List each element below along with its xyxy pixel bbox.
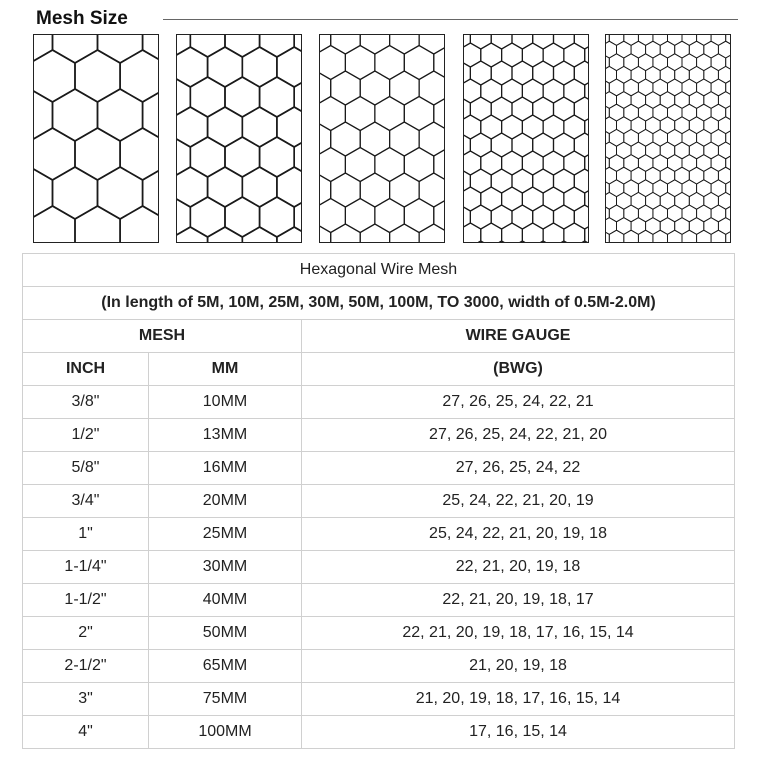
hexagon-cell	[277, 227, 302, 243]
hexagon-cell	[606, 35, 609, 45]
hexagon-cell	[606, 117, 617, 134]
hexagon-cell	[390, 173, 420, 207]
bwg-cell: 27, 26, 25, 24, 22, 21, 20	[302, 419, 735, 452]
table-subheader-row	[23, 353, 735, 386]
hexagon-cell	[177, 167, 208, 207]
table-title-row	[23, 254, 735, 287]
hexagon-cell	[277, 167, 302, 207]
hexagon-cell	[242, 47, 277, 87]
mm-cell: 16MM	[149, 452, 302, 485]
hexagon-cell	[360, 173, 389, 207]
table-row	[23, 485, 735, 518]
mesh-swatch-medium	[319, 34, 445, 243]
hexagon-cell	[491, 35, 512, 49]
hexagon-cell	[606, 167, 617, 184]
hexagon-cell	[606, 41, 617, 58]
hexagon-cell	[464, 151, 481, 175]
table-row	[23, 584, 735, 617]
hexagon-cell	[390, 35, 420, 54]
hexagon-cell	[711, 35, 726, 45]
hexagon-cell	[331, 224, 361, 243]
hexagon-cell	[606, 92, 617, 109]
hexagon-cell	[464, 187, 481, 211]
hexagon-cell	[208, 167, 243, 207]
hexagon-cell	[242, 167, 277, 207]
hexagon-cell	[533, 241, 554, 243]
table-row	[23, 386, 735, 419]
hexagon-cell	[464, 241, 470, 243]
hexagon-cell	[53, 35, 98, 63]
bwg-cell: 27, 26, 25, 24, 22, 21	[302, 386, 735, 419]
hexagon-cell	[574, 97, 589, 121]
hexagon-cell	[606, 192, 617, 209]
bwg-cell: 21, 20, 19, 18, 17, 16, 15, 14	[302, 683, 735, 716]
inch-cell: 3"	[23, 683, 149, 716]
hexagon-cell	[404, 148, 434, 182]
hexagon-cell	[190, 197, 225, 237]
hexagon-cell	[718, 167, 731, 184]
hexagon-cell	[345, 46, 375, 80]
hexagon-cell	[225, 35, 260, 57]
hexagon-cell	[331, 71, 361, 105]
hexagon-cell	[120, 50, 159, 102]
inch-cell: 1-1/4"	[23, 551, 149, 584]
hexagon-cell	[360, 71, 389, 105]
hexagon-cell	[225, 137, 260, 177]
hexagon-cell	[668, 35, 683, 45]
table-group-header-row	[23, 320, 735, 353]
hexagon-cell	[718, 192, 731, 209]
section-title: Mesh Size	[36, 8, 128, 29]
hexagon-cell	[653, 230, 668, 243]
hexagon-cell	[609, 35, 624, 45]
hexagon-cell	[585, 223, 589, 243]
hexagon-cell	[697, 35, 712, 45]
hexagon-cell	[390, 224, 420, 243]
hexagon-cell	[726, 230, 731, 243]
mesh-swatch-extra-small	[605, 34, 731, 243]
bwg-cell: 25, 24, 22, 21, 20, 19	[302, 485, 735, 518]
hexagon-cell	[543, 223, 564, 243]
hexagon-cell	[419, 71, 445, 105]
hexagon-cell	[491, 241, 512, 243]
mm-cell: 30MM	[149, 551, 302, 584]
bwg-cell: 22, 21, 20, 19, 18, 17, 16, 15, 14	[302, 617, 735, 650]
hexagon-cell	[277, 107, 302, 147]
hexagon-cell	[331, 173, 361, 207]
hexagon-cell	[404, 199, 434, 233]
hexagon-cell	[294, 35, 302, 57]
hexagon-cell	[419, 122, 445, 156]
hexagon-cell	[320, 199, 345, 233]
hexagon-cell	[375, 199, 404, 233]
table-row	[23, 716, 735, 749]
hexagon-cell	[585, 43, 589, 67]
hexagon-cell	[225, 77, 260, 117]
hexagon-cell	[585, 115, 589, 139]
hexagon-cell	[638, 35, 653, 45]
hexagon-cell	[464, 115, 481, 139]
hexagon-cell	[75, 206, 120, 243]
hexagon-cell	[574, 205, 589, 229]
hexagon-cell	[512, 35, 533, 49]
inch-cell: 3/4"	[23, 485, 149, 518]
table-subtitle: (In length of 5M, 10M, 25M, 30M, 50M, 100M, TO 3000, width of 0.5M-2.0M)	[23, 287, 735, 320]
hexagon-cell	[718, 41, 731, 58]
hexagon-cell	[34, 206, 75, 243]
table-row	[23, 617, 735, 650]
hexagon-cell	[574, 61, 589, 85]
hexagon-cell	[320, 46, 345, 80]
table-row	[23, 551, 735, 584]
mm-cell: 65MM	[149, 650, 302, 683]
hexagon-cell	[574, 241, 589, 243]
hexagon-cell	[320, 224, 331, 243]
hexagon-cell	[345, 97, 375, 131]
hexagon-cell	[98, 89, 143, 141]
mm-cell: 50MM	[149, 617, 302, 650]
hexagon-cell	[522, 223, 543, 243]
hexagon-cell	[404, 97, 434, 131]
hexagon-cell	[390, 71, 420, 105]
hexagon-cell	[419, 35, 445, 54]
hexagon-cell	[320, 97, 345, 131]
hexagon-cell	[564, 223, 585, 243]
hexagon-cell	[190, 77, 225, 117]
hexagon-cell	[585, 187, 589, 211]
hexagon-cell	[225, 197, 260, 237]
hexagon-cell	[464, 223, 481, 243]
bwg-cell: 21, 20, 19, 18	[302, 650, 735, 683]
hexagon-cell	[464, 43, 481, 67]
hexagon-cell	[345, 148, 375, 182]
hexagon-cell	[585, 151, 589, 175]
inch-header: INCH	[23, 353, 149, 386]
hexagon-cell	[682, 230, 697, 243]
hexagon-cell	[404, 46, 434, 80]
hexagon-cell	[606, 230, 609, 243]
inch-cell: 2"	[23, 617, 149, 650]
bwg-header: (BWG)	[302, 353, 735, 386]
wire-gauge-header: WIRE GAUGE	[302, 320, 735, 353]
hexagon-cell	[470, 35, 491, 49]
hexagon-cell	[464, 79, 481, 103]
hexagon-cell	[260, 77, 295, 117]
hexagon-cell	[98, 167, 143, 219]
hexagon-cell	[260, 197, 295, 237]
hexagon-cell	[726, 35, 731, 45]
table-subtitle-row	[23, 287, 735, 320]
table-title: Hexagonal Wire Mesh	[23, 254, 735, 287]
mm-cell: 75MM	[149, 683, 302, 716]
hexagon-cell	[711, 230, 726, 243]
hexagon-cell	[177, 227, 208, 243]
hexagon-cell	[75, 50, 120, 102]
hexagon-cell	[345, 199, 375, 233]
hexagon-cell	[190, 35, 225, 57]
mesh-swatch-large	[33, 34, 159, 243]
hexagon-cell	[718, 117, 731, 134]
hexagon-cell	[390, 122, 420, 156]
mesh-swatch-small	[463, 34, 589, 243]
mm-cell: 10MM	[149, 386, 302, 419]
hexagon-cell	[718, 66, 731, 83]
mm-header: MM	[149, 353, 302, 386]
mm-cell: 40MM	[149, 584, 302, 617]
hexagon-cell	[242, 227, 277, 243]
mesh-size-header	[36, 6, 738, 34]
hexagon-cell	[606, 218, 617, 235]
hexagon-cell	[375, 148, 404, 182]
mm-cell: 25MM	[149, 518, 302, 551]
hexagon-cell	[718, 92, 731, 109]
hexagon-cell	[331, 122, 361, 156]
hexagon-cell	[98, 35, 143, 63]
mesh-swatch-medium-large	[176, 34, 302, 243]
hexagon-cell	[585, 79, 589, 103]
hexagon-cell	[668, 230, 683, 243]
mesh-spec-table	[22, 253, 735, 749]
table-row	[23, 452, 735, 485]
mm-cell: 13MM	[149, 419, 302, 452]
hexagon-cell	[120, 206, 159, 243]
hexagon-cell	[360, 35, 389, 54]
bwg-cell: 25, 24, 22, 21, 20, 19, 18	[302, 518, 735, 551]
hexagon-cell	[464, 35, 470, 49]
hexagon-cell	[512, 241, 533, 243]
hexagon-cell	[481, 223, 502, 243]
hexagon-cell	[606, 142, 617, 159]
mesh-swatch-row	[33, 34, 735, 245]
hexagon-cell	[208, 47, 243, 87]
hexagon-cell	[653, 35, 668, 45]
hexagon-cell	[242, 107, 277, 147]
bwg-cell: 27, 26, 25, 24, 22	[302, 452, 735, 485]
table-row	[23, 650, 735, 683]
inch-cell: 5/8"	[23, 452, 149, 485]
hexagon-cell	[718, 218, 731, 235]
hexagon-cell	[682, 35, 697, 45]
hexagon-cell	[718, 142, 731, 159]
inch-cell: 3/8"	[23, 386, 149, 419]
hexagon-cell	[638, 230, 653, 243]
inch-cell: 2-1/2"	[23, 650, 149, 683]
hexagon-cell	[697, 230, 712, 243]
hexagon-cell	[624, 35, 639, 45]
hexagon-cell	[606, 66, 617, 83]
header-divider	[163, 19, 738, 20]
hexagon-cell	[53, 89, 98, 141]
hexagon-cell	[260, 137, 295, 177]
table-row	[23, 683, 735, 716]
hexagon-cell	[208, 107, 243, 147]
hexagon-cell	[419, 224, 445, 243]
hexagon-cell	[375, 97, 404, 131]
hexagon-cell	[177, 47, 208, 87]
table-row	[23, 518, 735, 551]
hexagon-cell	[177, 107, 208, 147]
hexagon-cell	[120, 128, 159, 180]
hexagon-cell	[75, 128, 120, 180]
bwg-cell: 17, 16, 15, 14	[302, 716, 735, 749]
mesh-header: MESH	[23, 320, 302, 353]
inch-cell: 1"	[23, 518, 149, 551]
inch-cell: 1-1/2"	[23, 584, 149, 617]
hexagon-cell	[609, 230, 624, 243]
hexagon-cell	[574, 133, 589, 157]
hexagon-cell	[53, 167, 98, 219]
inch-cell: 4"	[23, 716, 149, 749]
inch-cell: 1/2"	[23, 419, 149, 452]
bwg-cell: 22, 21, 20, 19, 18, 17	[302, 584, 735, 617]
hexagon-cell	[190, 137, 225, 177]
hexagon-cell	[533, 35, 554, 49]
mm-cell: 100MM	[149, 716, 302, 749]
hexagon-cell	[360, 224, 389, 243]
hexagon-cell	[574, 169, 589, 193]
hexagon-cell	[624, 230, 639, 243]
hexagon-cell	[360, 122, 389, 156]
hexagon-cell	[320, 148, 345, 182]
hexagon-cell	[331, 35, 361, 54]
hexagon-cell	[470, 241, 491, 243]
table-row	[23, 419, 735, 452]
mm-cell: 20MM	[149, 485, 302, 518]
hexagon-cell	[375, 46, 404, 80]
hexagon-cell	[554, 35, 575, 49]
hexagon-cell	[208, 227, 243, 243]
hexagon-cell	[502, 223, 523, 243]
bwg-cell: 22, 21, 20, 19, 18	[302, 551, 735, 584]
hexagon-cell	[277, 47, 302, 87]
hexagon-cell	[554, 241, 575, 243]
hexagon-cell	[260, 35, 295, 57]
hexagon-cell	[419, 173, 445, 207]
